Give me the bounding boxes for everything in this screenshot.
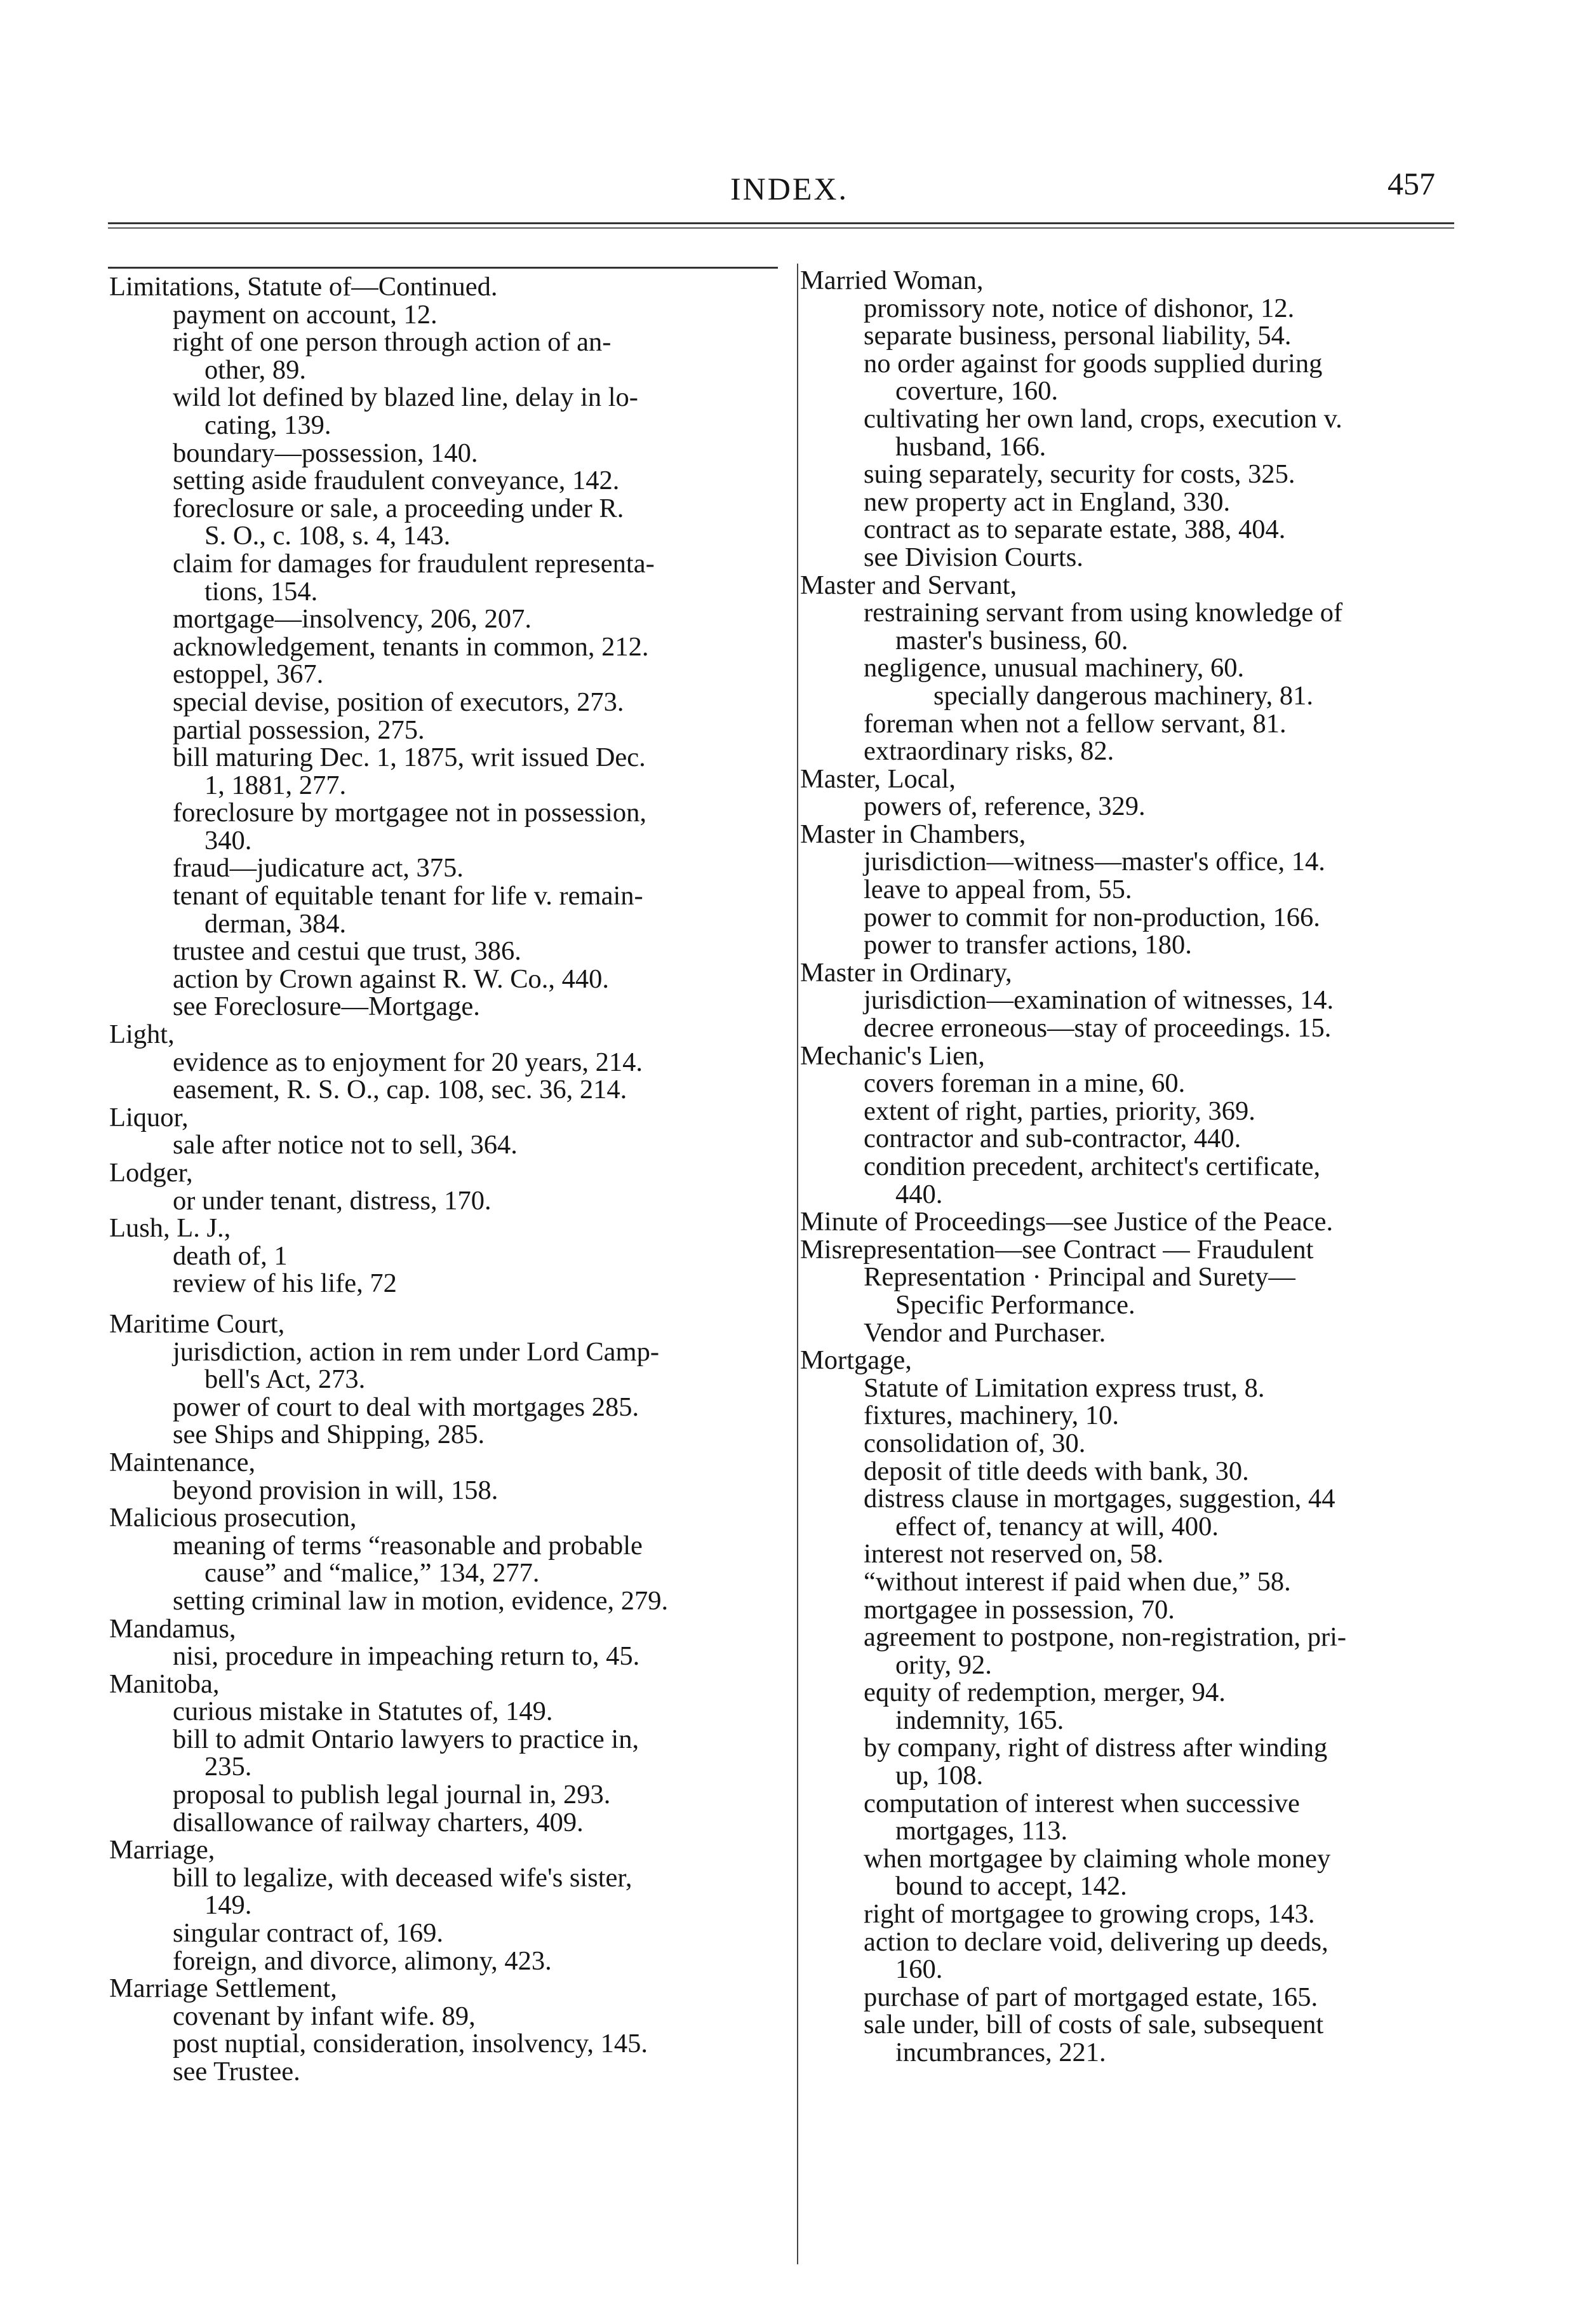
header-rule [108,222,1454,224]
index-entry: nisi, procedure in impeaching return to, 45. [173,1641,640,1672]
index-entry: effect of, tenancy at will, 400. [895,1511,1219,1541]
index-entry: claim for damages for fraudulent representa- [173,548,655,579]
index-entry: no order against for goods supplied during [864,348,1323,379]
index-heading: Maritime Court, [109,1308,285,1339]
index-entry: other, 89. [204,354,306,385]
index-entry: leave to appeal from, 55. [864,875,1132,905]
index-heading: Mechanic's Lien, [800,1040,985,1071]
index-entry: cultivating her own land, crops, execution v. [864,403,1342,434]
index-entry: cause” and “malice,” 134, 277. [204,1558,540,1589]
index-entry: deposit of title deeds with bank, 30. [864,1456,1249,1486]
index-entry: specially dangerous machinery, 81. [933,680,1313,711]
index-entry: see Trustee. [173,2057,300,2086]
index-entry: bell's Act, 273. [204,1364,366,1395]
index-entry: see Ships and Shipping, 285. [173,1420,485,1450]
index-entry: or under tenant, distress, 170. [173,1185,492,1216]
index-entry: by company, right of distress after winding [864,1733,1328,1763]
index-entry: restraining servant from using knowledge of [864,598,1343,628]
index-heading: Maintenance, [109,1447,256,1477]
index-entry: fixtures, machinery, 10. [864,1400,1120,1431]
index-heading: Misrepresentation—see Contract — Fraudulent [800,1234,1314,1265]
index-entry: purchase of part of mortgaged estate, 165. [864,1982,1318,2012]
index-entry: covenant by infant wife. 89, [173,2001,476,2031]
index-entry: S. O., c. 108, s. 4, 143. [204,521,451,551]
index-entry: powers of, reference, 329. [864,791,1146,822]
index-entry: foreclosure or sale, a proceeding under R. [173,493,624,523]
left-index-column [109,273,801,2086]
header-rule-secondary [108,227,1454,229]
index-entry: 149. [204,1890,252,1921]
index-entry: setting aside fraudulent conveyance, 142. [173,466,620,496]
index-entry: extent of right, parties, priority, 369. [864,1096,1255,1126]
index-heading: Mortgage, [800,1345,912,1376]
index-entry: mortgagee in possession, 70. [864,1594,1175,1625]
index-entry: derman, 384. [204,908,347,939]
index-entry: action to declare void, delivering up deeds, [864,1926,1328,1957]
index-entry: power to transfer actions, 180. [864,930,1192,960]
index-heading: Liquor, [109,1102,189,1132]
index-heading: Marriage, [109,1835,215,1865]
index-entry: bill to legalize, with deceased wife's sister, [173,1862,632,1893]
index-heading: Marriage Settlement, [109,1973,337,2004]
index-entry: estoppel, 367. [173,659,324,690]
index-entry: evidence as to enjoyment for 20 years, 214. [173,1047,643,1077]
index-entry: beyond provision in will, 158. [173,1475,498,1505]
index-entry: bound to accept, 142. [895,1871,1127,1902]
index-heading: Mandamus, [109,1613,236,1644]
index-entry: singular contract of, 169. [173,1918,444,1949]
index-entry: incumbrances, 221. [895,2038,1106,2067]
right-index-column [800,267,1492,2067]
index-heading: Master, Local, [800,763,956,794]
running-title: INDEX. [730,171,849,206]
index-heading: Lodger, [109,1158,193,1188]
index-entry: mortgages, 113. [895,1816,1068,1846]
index-entry: disallowance of railway charters, 409. [173,1807,584,1837]
index-entry: ority, 92. [895,1649,992,1680]
index-entry: curious mistake in Statutes of, 149. [173,1696,553,1727]
index-entry: suing separately, security for costs, 325. [864,459,1295,490]
index-heading: Married Woman, [800,265,984,295]
index-entry: special devise, position of executors, 273. [173,687,624,717]
index-entry: boundary—possession, 140. [173,438,478,468]
index-entry: Statute of Limitation express trust, 8. [864,1373,1265,1403]
index-entry: up, 108. [895,1761,984,1791]
index-entry: foreman when not a fellow servant, 81. [864,708,1287,739]
index-entry: wild lot defined by blazed line, delay in lo- [173,382,638,413]
index-entry: jurisdiction—witness—master's office, 14. [864,847,1325,877]
index-entry: death of, 1 [173,1240,288,1271]
index-heading: Malicious prosecution, [109,1503,357,1533]
index-entry: when mortgagee by claiming whole money [864,1843,1331,1874]
index-entry: 340. [204,825,252,856]
index-entry: extraordinary risks, 82. [864,736,1114,767]
index-entry: 160. [895,1954,943,1985]
index-entry: separate business, personal liability, 54. [864,321,1292,351]
index-entry: tenant of equitable tenant for life v. remain- [173,881,643,911]
index-entry: right of one person through action of an- [173,327,612,358]
index-entry: coverture, 160. [895,376,1059,406]
index-entry: Specific Performance. [895,1289,1135,1320]
index-entry: cating, 139. [204,410,331,440]
index-entry: fraud—judicature act, 375. [173,853,464,883]
index-heading: Master in Chambers, [800,819,1026,849]
index-entry: jurisdiction—examination of witnesses, 14. [864,985,1334,1016]
page-number: 457 [1388,166,1435,201]
index-heading: Master and Servant, [800,570,1017,600]
index-entry: foreclosure by mortgagee not in possession, [173,798,646,828]
index-entry: see Division Courts. [864,542,1083,572]
index-entry: husband, 166. [895,431,1047,462]
column-top-rule [108,267,778,269]
index-entry: partial possession, 275. [173,715,425,745]
index-entry: “without interest if paid when due,” 58. [864,1566,1291,1597]
index-entry: jurisdiction, action in rem under Lord Camp- [173,1336,659,1367]
index-entry: 440. [895,1179,943,1209]
index-heading: Light, [109,1019,175,1050]
index-entry: condition precedent, architect's certificate, [864,1152,1321,1181]
index-entry: foreign, and divorce, alimony, 423. [173,1945,552,1976]
index-entry: promissory note, notice of dishonor, 12. [864,293,1295,323]
index-entry: review of his life, 72 [173,1268,397,1299]
index-heading: Master in Ordinary, [800,957,1012,988]
index-entry: 1, 1881, 277. [204,770,347,800]
index-entry: payment on account, 12. [173,299,438,330]
index-entry: 235. [204,1752,252,1782]
index-entry: interest not reserved on, 58. [864,1539,1164,1569]
index-entry: sale under, bill of costs of sale, subsequent [864,2010,1324,2040]
index-entry: contract as to separate estate, 388, 404. [864,514,1286,545]
index-entry: distress clause in mortgages, suggestion, 44 [864,1484,1335,1514]
index-entry: post nuptial, consideration, insolvency, 145. [173,2029,648,2059]
index-entry: Representation · Principal and Surety— [864,1262,1295,1293]
index-entry: indemnity, 165. [895,1705,1064,1735]
index-entry: power to commit for non-production, 166. [864,902,1320,932]
index-entry: bill to admit Ontario lawyers to practice in, [173,1724,639,1754]
index-entry: mortgage—insolvency, 206, 207. [173,604,532,635]
index-entry: acknowledgement, tenants in common, 212. [173,631,649,662]
index-entry: bill maturing Dec. 1, 1875, writ issued Dec. [173,742,646,773]
index-entry: right of mortgagee to growing crops, 143. [864,1899,1315,1930]
index-entry: setting criminal law in motion, evidence, 279. [173,1585,669,1616]
index-heading: Minute of Proceedings—see Justice of the Peace. [800,1207,1334,1237]
section-gap [109,1298,801,1310]
index-entry: proposal to publish legal journal in, 293. [173,1780,611,1810]
index-entry: trustee and cestui que trust, 386. [173,936,521,967]
index-heading: Manitoba, [109,1669,220,1699]
index-heading: Lush, L. J., [109,1213,231,1244]
index-entry: action by Crown against R. W. Co., 440. [173,964,610,994]
index-heading: Limitations, Statute of—Continued. [109,272,498,302]
index-entry: consolidation of, 30. [864,1428,1086,1458]
index-entry: see Foreclosure—Mortgage. [173,991,480,1022]
index-entry: master's business, 60. [895,625,1128,655]
index-entry: easement, R. S. O., cap. 108, sec. 36, 214. [173,1075,627,1105]
index-entry: contractor and sub-contractor, 440. [864,1124,1241,1154]
index-entry: agreement to postpone, non-registration, pri- [864,1622,1347,1653]
page-header [0,166,1592,227]
index-entry: power of court to deal with mortgages 285. [173,1392,639,1422]
index-entry: decree erroneous—stay of proceedings. 15. [864,1013,1332,1044]
index-entry: computation of interest when successive [864,1788,1300,1818]
index-entry: negligence, unusual machinery, 60. [864,653,1245,683]
index-entry: tions, 154. [204,576,318,607]
index-entry: covers foreman in a mine, 60. [864,1068,1186,1099]
index-entry: meaning of terms “reasonable and probable [173,1530,643,1561]
index-entry: Vendor and Purchaser. [864,1317,1106,1348]
index-entry: equity of redemption, merger, 94. [864,1677,1226,1708]
index-entry: sale after notice not to sell, 364. [173,1130,518,1160]
index-entry: new property act in England, 330. [864,487,1231,517]
